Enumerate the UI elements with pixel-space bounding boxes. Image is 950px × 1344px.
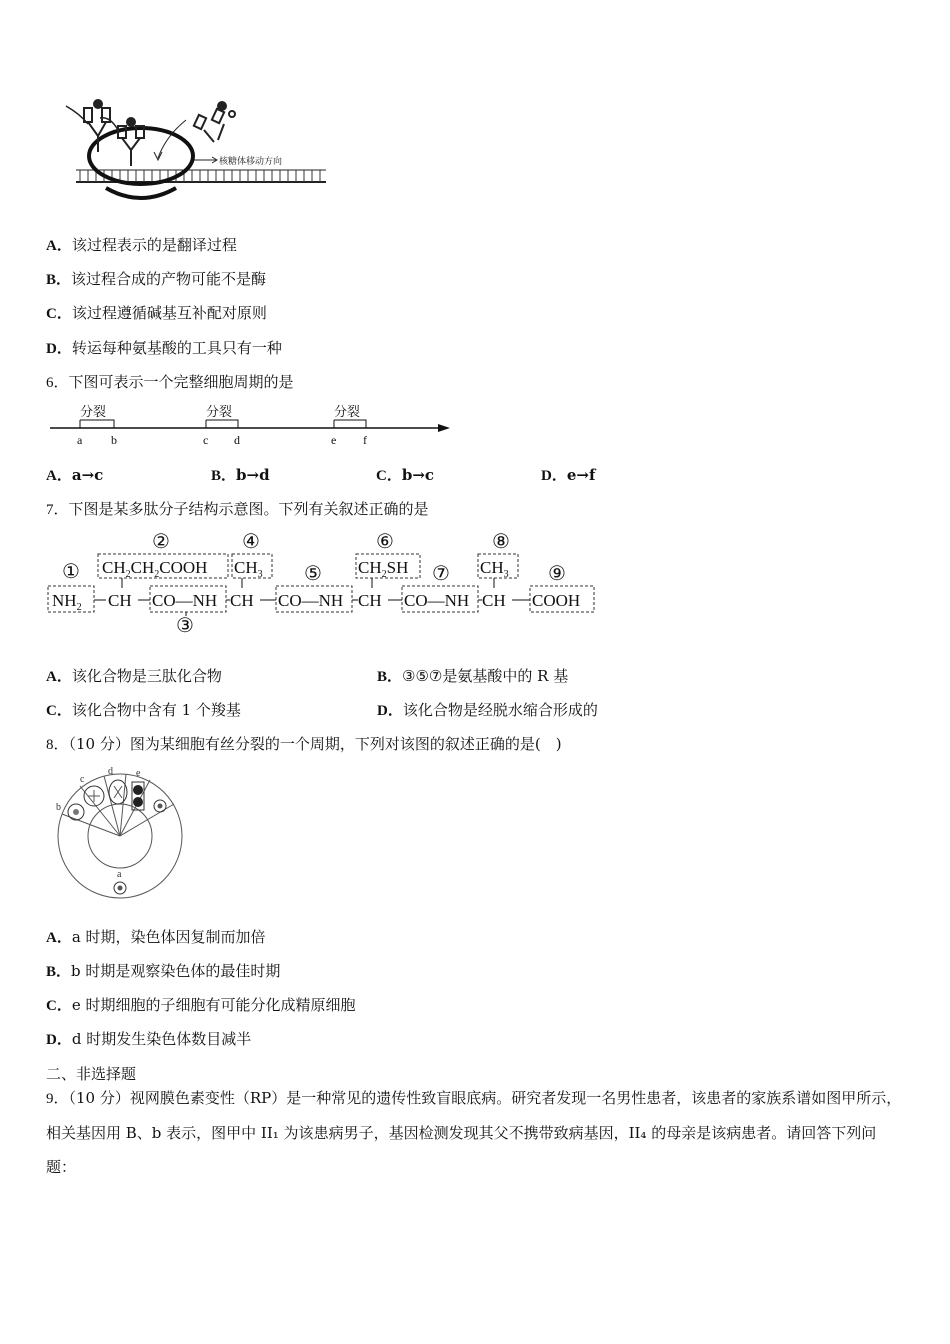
q7-option-a[interactable]: A．该化合物是三肽化合物 <box>46 667 222 685</box>
cell-e-2 <box>133 797 143 807</box>
trna-middle <box>118 118 144 166</box>
circle-8: ⑧ <box>492 531 510 553</box>
division-label-2: 分裂 <box>206 404 233 419</box>
circle-9: ⑨ <box>548 563 566 585</box>
side-chain-6: $CH_2SH$ <box>358 558 409 580</box>
section-title: 二、非选择题 <box>46 1065 137 1083</box>
circle-6: ⑥ <box>376 531 394 553</box>
q6-option-a[interactable]: A．a→c <box>46 466 104 484</box>
circle-7: ⑦ <box>432 563 450 585</box>
group-cooh: COOH <box>532 591 581 610</box>
label-c: c <box>80 774 85 785</box>
q5-option-c[interactable]: C．该过程遵循碱基互补配对原则 <box>46 304 267 322</box>
division-label-1: 分裂 <box>80 404 107 419</box>
point-a: a <box>77 433 83 447</box>
cell-e-1 <box>133 785 143 795</box>
group-nh2: $NH_2$ <box>52 591 82 613</box>
q6-option-b[interactable]: B．b→d <box>211 466 270 484</box>
point-b: b <box>111 433 117 447</box>
group-peptide-3: CO—NH <box>404 591 470 610</box>
q7-option-d[interactable]: D．该化合物是经脱水缩合形成的 <box>377 701 598 719</box>
group-ch-3: CH <box>358 591 382 610</box>
q8-option-b[interactable]: B．b 时期是观察染色体的最佳时期 <box>46 962 281 980</box>
trna-right <box>194 102 235 142</box>
q7-stem: 7．下图是某多肽分子结构示意图。下列有关叙述正确的是 <box>46 500 429 518</box>
q5-option-b[interactable]: B．该过程合成的产物可能不是酶 <box>46 270 267 288</box>
label-b: b <box>56 802 61 813</box>
circle-4: ④ <box>242 531 260 553</box>
group-ch-2: CH <box>230 591 254 610</box>
q7-option-c[interactable]: C．该化合物中含有 1 个羧基 <box>46 701 241 719</box>
q8-option-a[interactable]: A．a 时期，染色体因复制而加倍 <box>46 928 266 946</box>
q5-option-a[interactable]: A．该过程表示的是翻译过程 <box>46 236 237 254</box>
circle-5: ⑤ <box>304 563 322 585</box>
q8-option-c[interactable]: C．e 时期细胞的子细胞有可能分化成精原细胞 <box>46 996 356 1014</box>
q7-option-b[interactable]: B．③⑤⑦是氨基酸中的 R 基 <box>377 667 569 685</box>
q9-text: 9．（10 分）视网膜色素变性（RP）是一种常见的遗传性致盲眼底病。研究者发现一名男性患者，该患者的家族系谱如图甲所示，相关基因用 B、b 表示，图甲中 II₁ 为该患病男子，基因检测发现其父不携带致病基因，II₄ 的母亲是该病患者。请回答下列问题： <box>46 1089 902 1176</box>
point-e: e <box>331 433 337 447</box>
circle-1: ① <box>62 561 80 583</box>
q5-option-d[interactable]: D．转运每种氨基酸的工具只有一种 <box>46 339 282 357</box>
side-chain-4: $CH_3$ <box>234 558 263 580</box>
ribosome-small-subunit <box>106 188 176 198</box>
circle-3: ③ <box>176 615 194 637</box>
ribosome-large-subunit <box>89 128 193 184</box>
ribosome-direction-label: 核糖体移动方向 <box>219 156 283 166</box>
label-d: d <box>108 766 113 777</box>
group-peptide-2: CO—NH <box>278 591 344 610</box>
group-ch-1: CH <box>108 591 132 610</box>
polypeptide-structure <box>46 528 606 640</box>
group-ch-4: CH <box>482 591 506 610</box>
point-f: f <box>363 433 367 447</box>
q8-stem: 8．（10 分）图为某细胞有丝分裂的一个周期，下列对该图的叙述正确的是( ) <box>46 735 562 753</box>
mitosis-cycle-diagram <box>52 764 192 904</box>
q6-stem: 6．下图可表示一个完整细胞周期的是 <box>46 373 294 391</box>
translation-diagram <box>46 96 336 208</box>
side-chain-8: $CH_3$ <box>480 558 509 580</box>
trna-left <box>84 100 110 152</box>
q6-option-c[interactable]: C．b→c <box>376 466 435 484</box>
division-label-3: 分裂 <box>334 404 361 419</box>
q6-option-d[interactable]: D．e→f <box>541 466 596 484</box>
group-peptide-1: CO—NH <box>152 591 218 610</box>
label-e: e <box>136 768 141 779</box>
side-chain-2: $CH_2CH_2COOH$ <box>102 558 208 580</box>
circle-2: ② <box>152 531 170 553</box>
point-c: c <box>203 433 209 447</box>
q8-option-d[interactable]: D．d 时期发生染色体数目减半 <box>46 1030 252 1048</box>
label-a: a <box>117 869 122 880</box>
cell-cycle-timeline <box>46 402 456 450</box>
point-d: d <box>234 433 240 447</box>
